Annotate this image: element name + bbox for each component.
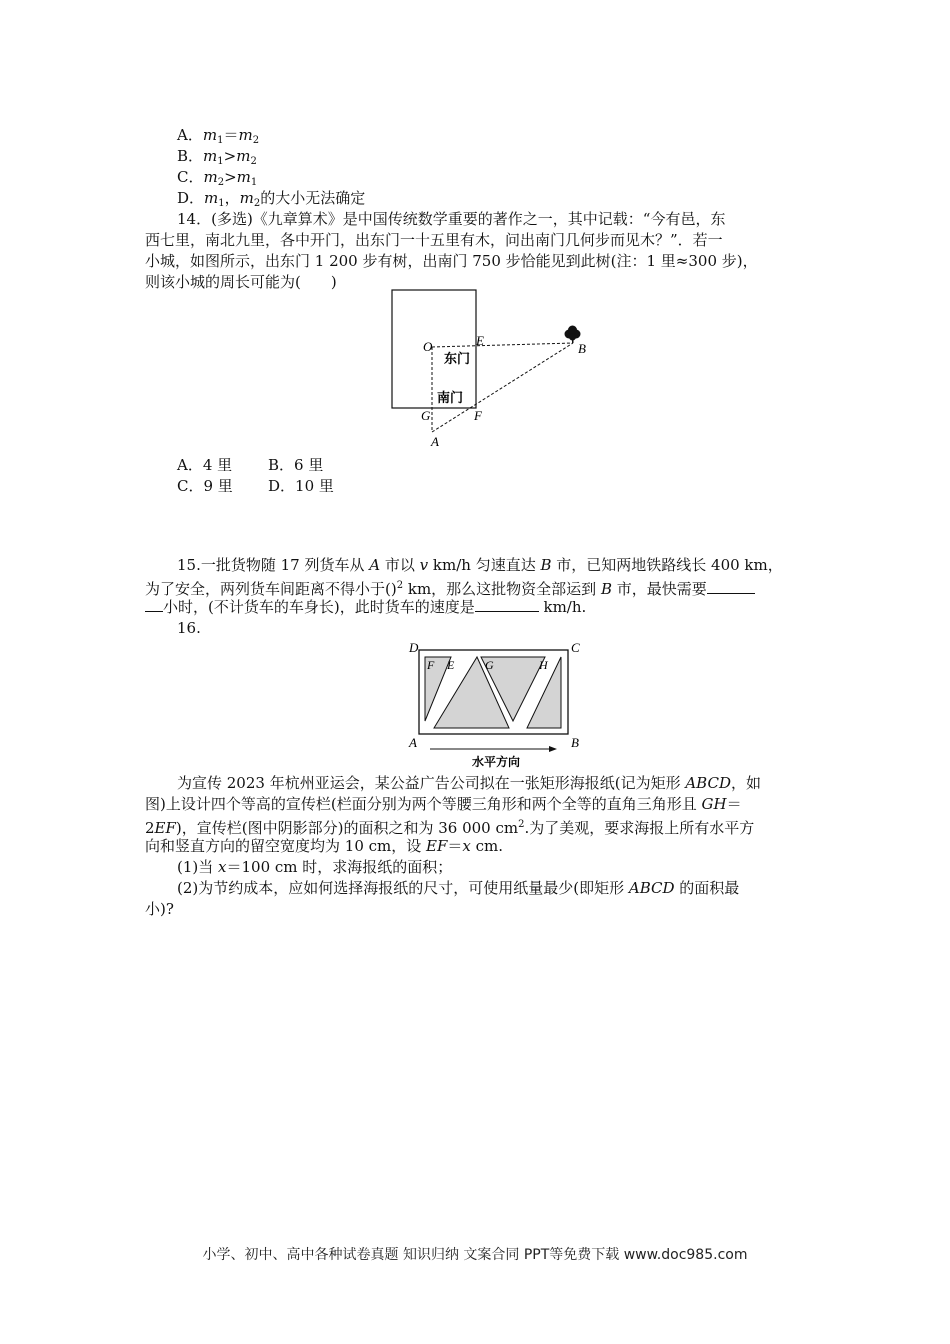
- q14-line-1: 14．(多选)《九章算术》是中国传统数学重要的著作之一，其中记载：“今有邑，东: [177, 210, 726, 228]
- page-footer: 小学、初中、高中各种试卷真题 知识归纳 文案合同 PPT等免费下载 www.doc985.com: [202, 1247, 748, 1263]
- label-a: A: [431, 434, 439, 449]
- q13-option-c: C．$m_2>m_1$: [177, 168, 258, 188]
- label-b: B: [578, 341, 586, 356]
- q15-line-2: 为了安全，两列货车间距离不得小于()$^2$ km，那么这批物资全部运到 B 市，最快需要: [145, 575, 755, 600]
- q14-option-d: D．10 里: [268, 477, 334, 495]
- q13-option-d: D．$m_1$，$m_2$的大小无法确定: [177, 189, 366, 209]
- q16-subquestion-1: (1)当 x＝100 cm 时，求海报纸的面积；: [177, 858, 453, 876]
- city-wall: [392, 290, 476, 408]
- label-g: G: [485, 658, 494, 672]
- q15-blank-1b[interactable]: [145, 597, 163, 612]
- q14-option-c: C．9 里: [177, 477, 233, 495]
- label-f: F: [474, 408, 482, 423]
- q16-paragraph-2: 图)上设计四个等高的宣传栏(栏面分别为两个等腰三角形和两个全等的直角三角形且 GH＝: [145, 795, 742, 813]
- q13-option-b: B．$m_1>m_2$: [177, 147, 257, 167]
- q16-number: 16.: [177, 619, 201, 637]
- q16-subquestion-2-end: 小)?: [145, 900, 174, 918]
- q13-option-a: A．$m_1=m_2$: [177, 126, 260, 146]
- q16-paragraph-4: 向和竖直方向的留空宽度均为 10 cm，设 EF＝x cm.: [145, 837, 504, 855]
- q15-blank-1a[interactable]: [707, 579, 755, 594]
- q14-line-4: 则该小城的周长可能为( ): [145, 273, 337, 291]
- label-a: A: [409, 735, 417, 750]
- label-horizontal-direction: 水平方向: [472, 755, 521, 769]
- q15-line-1: 15.一批货物随 17 列货车从 A 市以 v km/h 匀速直达 B 市，已知两地铁路线长 400 km，: [177, 556, 783, 574]
- label-c: C: [571, 640, 580, 655]
- q16-subquestion-2: (2)为节约成本，应如何选择海报纸的尺寸，可使用纸量最少(即矩形 ABCD 的面积最: [177, 879, 740, 897]
- line-ob: [432, 343, 573, 347]
- q16-poster-figure: [400, 636, 600, 771]
- q15-line-3: 小时，(不计货车的车身长)，此时货车的速度是 km/h.: [145, 596, 586, 618]
- label-e: E: [476, 333, 484, 348]
- label-g: G: [421, 408, 431, 423]
- label-b: B: [571, 735, 579, 750]
- q14-line-2: 西七里，南北九里，各中开门，出东门一十五里有木，问出南门几何步而见木？”．若一: [145, 231, 723, 249]
- label-e: E: [447, 658, 455, 672]
- q14-line-3: 小城，如图所示，出东门 1 200 步有树，出南门 750 步恰能见到此树(注：1 里≈300 步)，: [145, 252, 758, 270]
- label-f: F: [427, 658, 435, 672]
- q16-paragraph-1: 为宣传 2023 年杭州亚运会，某公益广告公司拟在一张矩形海报纸(记为矩形 ABCD，如: [177, 774, 761, 792]
- label-south-gate: 南门: [437, 390, 464, 405]
- label-h: H: [539, 658, 548, 672]
- q16-paragraph-3: 2EF)，宣传栏(图中阴影部分)的面积之和为 36 000 $cm^2$.为了美观，要求海报上所有水平方: [145, 819, 755, 837]
- q14-option-a: A．4 里: [177, 456, 233, 474]
- q15-blank-2[interactable]: [475, 597, 539, 612]
- label-east-gate: 东门: [444, 351, 471, 366]
- arrow-head-icon: [549, 746, 557, 752]
- label-d: D: [409, 640, 419, 655]
- q14-option-b: B．6 里: [268, 456, 324, 474]
- q14-city-figure: [380, 285, 610, 455]
- label-o: O: [423, 339, 433, 354]
